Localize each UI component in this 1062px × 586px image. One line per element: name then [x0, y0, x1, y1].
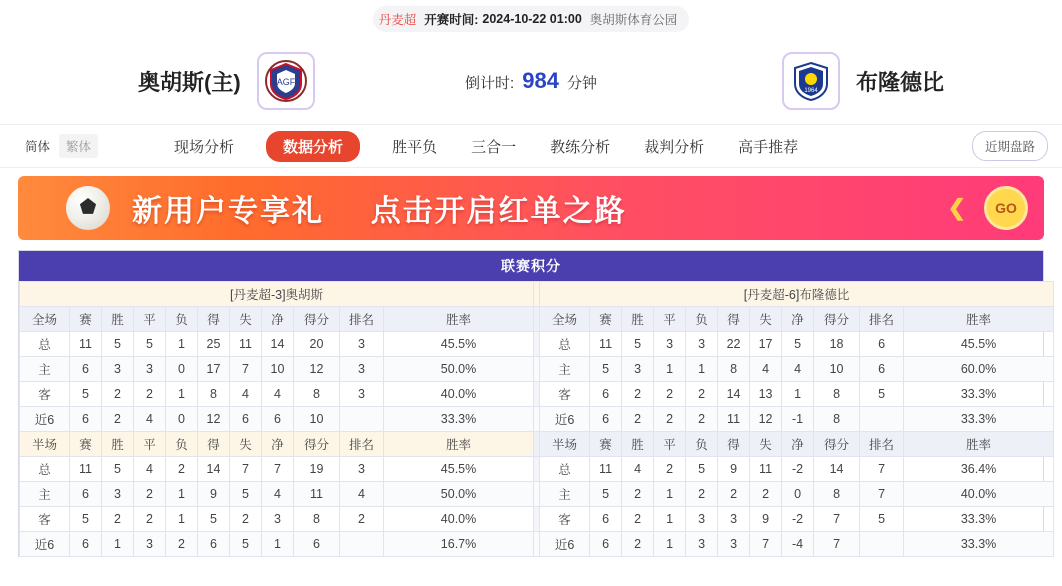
cell-winrate: 45.5% [904, 332, 1054, 357]
away-team-name: 布隆德比 [855, 69, 944, 95]
cell: -2 [782, 507, 814, 532]
table-team-header-row [20, 282, 1054, 307]
home-team[interactable] [138, 52, 315, 110]
cell: 8 [294, 382, 340, 407]
cell: 11 [750, 457, 782, 482]
cell: 6 [590, 507, 622, 532]
cell: 5 [230, 482, 262, 507]
cell: 5 [622, 332, 654, 357]
col-goals-for-left: 得 [198, 307, 230, 332]
row-label: 总 [540, 332, 590, 357]
cell: 3 [340, 457, 384, 482]
row-label: 近6 [20, 407, 70, 432]
cell: 19 [294, 457, 340, 482]
col-points-left-half: 得分 [294, 432, 340, 457]
left-team-header: [丹麦超-3]奥胡斯 [20, 282, 534, 307]
row-label: 主 [20, 482, 70, 507]
cell: 6 [590, 532, 622, 557]
cell: 7 [814, 507, 860, 532]
cell: 1 [166, 332, 198, 357]
cell: 2 [686, 482, 718, 507]
cell: 3 [718, 532, 750, 557]
recent-odds-button[interactable]: 近期盘路 [972, 131, 1048, 161]
cell-winrate: 33.3% [904, 407, 1054, 432]
col-goal-diff-left-half: 净 [262, 432, 294, 457]
row-label: 近6 [540, 407, 590, 432]
away-team-crest-icon [782, 52, 840, 110]
cell: 6 [860, 332, 904, 357]
cell: 5 [134, 332, 166, 357]
cell: 4 [230, 382, 262, 407]
teams-row [0, 38, 1062, 124]
cell: 11 [230, 332, 262, 357]
col-draw-left-half: 平 [134, 432, 166, 457]
cell: 12 [198, 407, 230, 432]
go-button[interactable]: GO [984, 186, 1028, 230]
cell: 6 [198, 532, 230, 557]
cell: 10 [294, 407, 340, 432]
cell: 12 [294, 357, 340, 382]
tab-data-analysis[interactable]: 数据分析 [266, 131, 360, 162]
cell: 6 [590, 382, 622, 407]
cell: 1 [166, 507, 198, 532]
cell: 5 [686, 457, 718, 482]
tab-live-analysis[interactable]: 现场分析 [174, 138, 235, 156]
cell: 4 [750, 357, 782, 382]
row-label: 总 [20, 332, 70, 357]
cell: -2 [782, 457, 814, 482]
cell: 8 [814, 482, 860, 507]
cell: 2 [622, 507, 654, 532]
cell: 7 [750, 532, 782, 557]
row-label: 总 [540, 457, 590, 482]
promo-text-b: 点击开启红单之路 [370, 195, 627, 228]
cell: 8 [718, 357, 750, 382]
col-lose-right: 负 [686, 307, 718, 332]
cell: 7 [860, 457, 904, 482]
cell: 25 [198, 332, 230, 357]
cell: 7 [262, 457, 294, 482]
row-label: 客 [540, 507, 590, 532]
cell-winrate: 40.0% [904, 482, 1054, 507]
panel-title: 联赛积分 [19, 251, 1043, 281]
cell: 18 [814, 332, 860, 357]
cell: 3 [340, 332, 384, 357]
cell: 14 [814, 457, 860, 482]
cell: 2 [102, 382, 134, 407]
col-scope-full-right: 全场 [540, 307, 590, 332]
col-win-right: 胜 [622, 307, 654, 332]
col-lose-left-half: 负 [166, 432, 198, 457]
cell: 7 [814, 532, 860, 557]
cell: 6 [70, 482, 102, 507]
cell: 22 [718, 332, 750, 357]
main-nav [0, 124, 1062, 168]
cell: 3 [340, 382, 384, 407]
col-winrate-right: 胜率 [904, 307, 1054, 332]
col-goals-for-right: 得 [718, 307, 750, 332]
col-played-right-half: 赛 [590, 432, 622, 457]
cell: 2 [134, 382, 166, 407]
cell: 2 [622, 482, 654, 507]
cell: 2 [166, 532, 198, 557]
cell: 3 [718, 507, 750, 532]
cell: 10 [814, 357, 860, 382]
right-team-header: [丹麦超-6]布隆德比 [540, 282, 1054, 307]
cell: 10 [262, 357, 294, 382]
col-rank-left-half: 排名 [340, 432, 384, 457]
col-played-left-half: 赛 [70, 432, 102, 457]
cell: 8 [814, 407, 860, 432]
row-label: 客 [20, 507, 70, 532]
cell: 11 [590, 457, 622, 482]
cell: 4 [134, 407, 166, 432]
tab-win-draw-lose[interactable]: 胜平负 [392, 138, 438, 156]
cell: 8 [198, 382, 230, 407]
cell: 2 [750, 482, 782, 507]
cell: 3 [102, 357, 134, 382]
col-winrate-left: 胜率 [384, 307, 534, 332]
cell-winrate: 16.7% [384, 532, 534, 557]
cell: 5 [590, 482, 622, 507]
cell: 14 [198, 457, 230, 482]
cell: 1 [654, 357, 686, 382]
cell-winrate: 33.3% [904, 507, 1054, 532]
table-row [20, 507, 1054, 532]
promo-banner-text [132, 186, 627, 230]
cell: 5 [102, 457, 134, 482]
cell: 3 [686, 332, 718, 357]
cell-winrate: 33.3% [904, 532, 1054, 557]
table-row [20, 407, 1054, 432]
cell: 1 [654, 507, 686, 532]
col-scope-full-left: 全场 [20, 307, 70, 332]
cell-winrate: 60.0% [904, 357, 1054, 382]
promo-text-a: 新用户专享礼 [132, 195, 324, 228]
col-goal-diff-right: 净 [782, 307, 814, 332]
cell-winrate: 45.5% [384, 457, 534, 482]
cell: 2 [686, 382, 718, 407]
col-goal-diff-right-half: 净 [782, 432, 814, 457]
cell: 8 [294, 507, 340, 532]
col-draw-right-half: 平 [654, 432, 686, 457]
soccer-ball-icon [66, 186, 110, 230]
kickoff-time: 2024-10-22 01:00 [482, 12, 582, 26]
row-label: 总 [20, 457, 70, 482]
svg-text:1964: 1964 [804, 88, 818, 94]
match-info-bar [0, 0, 1062, 38]
table-column-header-full [20, 307, 1054, 332]
cell: -4 [782, 532, 814, 557]
cell: 2 [654, 407, 686, 432]
cell: 3 [686, 532, 718, 557]
league-tag[interactable]: 丹麦超 [378, 13, 417, 27]
cell: 5 [198, 507, 230, 532]
cell: 7 [230, 357, 262, 382]
cell: 2 [134, 507, 166, 532]
countdown-value: 984 [522, 68, 559, 93]
tab-coach-analysis[interactable]: 教练分析 [550, 138, 611, 156]
cell: 11 [718, 407, 750, 432]
col-winrate-right-half: 胜率 [904, 432, 1054, 457]
cell: 4 [622, 457, 654, 482]
cell: 9 [750, 507, 782, 532]
standings-table [19, 281, 1054, 557]
cell: 20 [294, 332, 340, 357]
cell: 14 [262, 332, 294, 357]
col-lose-left: 负 [166, 307, 198, 332]
lang-traditional[interactable]: 繁体 [59, 134, 98, 158]
cell: 2 [654, 382, 686, 407]
col-goals-against-left-half: 失 [230, 432, 262, 457]
row-label: 近6 [20, 532, 70, 557]
cell: 1 [686, 357, 718, 382]
cell: 8 [814, 382, 860, 407]
cell: 9 [718, 457, 750, 482]
chevron-left-icon: ❮ [947, 195, 966, 220]
match-info-chip [373, 6, 690, 32]
table-row [20, 532, 1054, 557]
col-lose-right-half: 负 [686, 432, 718, 457]
row-label: 近6 [540, 532, 590, 557]
col-points-right: 得分 [814, 307, 860, 332]
countdown-unit: 分钟 [566, 75, 597, 92]
cell: 11 [590, 332, 622, 357]
cell: 1 [166, 482, 198, 507]
cell: 7 [230, 457, 262, 482]
cell: 2 [230, 507, 262, 532]
col-points-left: 得分 [294, 307, 340, 332]
cell-winrate: 40.0% [384, 507, 534, 532]
countdown [465, 68, 597, 94]
col-win-left: 胜 [102, 307, 134, 332]
col-win-right-half: 胜 [622, 432, 654, 457]
cell: 2 [622, 407, 654, 432]
col-rank-left: 排名 [340, 307, 384, 332]
cell: 1 [166, 382, 198, 407]
table-row [20, 382, 1054, 407]
cell: 3 [686, 507, 718, 532]
col-winrate-left-half: 胜率 [384, 432, 534, 457]
cell-winrate: 33.3% [384, 407, 534, 432]
table-row [20, 332, 1054, 357]
cell: 0 [166, 357, 198, 382]
cell [860, 407, 904, 432]
cell-winrate: 36.4% [904, 457, 1054, 482]
cell: 5 [70, 507, 102, 532]
cell: 4 [340, 482, 384, 507]
row-label: 主 [20, 357, 70, 382]
cell: 17 [750, 332, 782, 357]
cell: 4 [782, 357, 814, 382]
cell: 2 [102, 507, 134, 532]
venue-label: 奥胡斯体育公园 [589, 13, 678, 27]
table-column-header-half [20, 432, 1054, 457]
cell: 5 [102, 332, 134, 357]
nav-items [172, 131, 800, 162]
cell: 2 [686, 407, 718, 432]
col-rank-right-half: 排名 [860, 432, 904, 457]
row-label: 客 [540, 382, 590, 407]
col-draw-left: 平 [134, 307, 166, 332]
cell: 2 [102, 407, 134, 432]
tab-referee-analysis[interactable]: 裁判分析 [644, 138, 705, 156]
cell: 4 [262, 382, 294, 407]
language-switch[interactable] [18, 134, 98, 158]
cell: 6 [70, 407, 102, 432]
cell: 11 [70, 332, 102, 357]
home-team-crest-icon [257, 52, 315, 110]
col-goals-for-left-half: 得 [198, 432, 230, 457]
col-goals-against-right-half: 失 [750, 432, 782, 457]
cell: 3 [340, 357, 384, 382]
row-label: 主 [540, 482, 590, 507]
cell: 1 [102, 532, 134, 557]
cell: 0 [166, 407, 198, 432]
countdown-label: 倒计时: [465, 75, 515, 92]
cell [340, 532, 384, 557]
cell: 5 [782, 332, 814, 357]
cell: 2 [622, 532, 654, 557]
cell: 6 [860, 357, 904, 382]
col-goal-diff-left: 净 [262, 307, 294, 332]
cell: 5 [230, 532, 262, 557]
cell: 6 [230, 407, 262, 432]
cell: 13 [750, 382, 782, 407]
cell: 1 [782, 382, 814, 407]
col-played-right: 赛 [590, 307, 622, 332]
cell: 4 [262, 482, 294, 507]
col-goals-for-right-half: 得 [718, 432, 750, 457]
cell: 6 [70, 532, 102, 557]
lang-simplified[interactable]: 简体 [25, 140, 51, 154]
cell [340, 407, 384, 432]
tab-three-in-one[interactable]: 三合一 [471, 138, 517, 156]
cell: 6 [590, 407, 622, 432]
cell: 1 [262, 532, 294, 557]
col-points-right-half: 得分 [814, 432, 860, 457]
row-label: 主 [540, 357, 590, 382]
col-draw-right: 平 [654, 307, 686, 332]
cell [860, 532, 904, 557]
cell: -1 [782, 407, 814, 432]
tab-expert-picks[interactable]: 高手推荐 [738, 138, 799, 156]
cell: 5 [70, 382, 102, 407]
cell: 3 [622, 357, 654, 382]
cell: 5 [860, 382, 904, 407]
cell: 7 [860, 482, 904, 507]
cell: 11 [70, 457, 102, 482]
cell: 11 [294, 482, 340, 507]
col-played-left: 赛 [70, 307, 102, 332]
row-label: 客 [20, 382, 70, 407]
cell-winrate: 45.5% [384, 332, 534, 357]
cell: 0 [782, 482, 814, 507]
cell: 2 [340, 507, 384, 532]
table-row [20, 357, 1054, 382]
cell: 2 [166, 457, 198, 482]
col-scope-half-left: 半场 [20, 432, 70, 457]
cell: 1 [654, 532, 686, 557]
cell: 3 [134, 532, 166, 557]
cell: 6 [294, 532, 340, 557]
svg-text:AGF: AGF [276, 77, 295, 87]
cell: 4 [134, 457, 166, 482]
away-team[interactable] [782, 52, 944, 110]
kickoff-label: 开赛时间: [424, 13, 479, 27]
cell: 17 [198, 357, 230, 382]
col-scope-half-right: 半场 [540, 432, 590, 457]
league-standings-panel [18, 250, 1044, 557]
home-team-name: 奥胡斯(主) [138, 69, 241, 95]
cell-winrate: 40.0% [384, 382, 534, 407]
cell: 14 [718, 382, 750, 407]
cell-winrate: 50.0% [384, 357, 534, 382]
col-goals-against-right: 失 [750, 307, 782, 332]
cell: 3 [102, 482, 134, 507]
table-row [20, 482, 1054, 507]
cell: 5 [860, 507, 904, 532]
cell: 5 [590, 357, 622, 382]
cell: 1 [654, 482, 686, 507]
cell: 6 [70, 357, 102, 382]
col-rank-right: 排名 [860, 307, 904, 332]
cell: 9 [198, 482, 230, 507]
table-row [20, 457, 1054, 482]
col-goals-against-left: 失 [230, 307, 262, 332]
col-win-left-half: 胜 [102, 432, 134, 457]
cell: 3 [262, 507, 294, 532]
cell: 3 [654, 332, 686, 357]
cell: 2 [622, 382, 654, 407]
cell-winrate: 50.0% [384, 482, 534, 507]
cell: 2 [134, 482, 166, 507]
cell: 2 [718, 482, 750, 507]
cell: 6 [262, 407, 294, 432]
cell-winrate: 33.3% [904, 382, 1054, 407]
cell: 2 [654, 457, 686, 482]
cell: 12 [750, 407, 782, 432]
promo-banner[interactable] [18, 176, 1044, 240]
cell: 3 [134, 357, 166, 382]
